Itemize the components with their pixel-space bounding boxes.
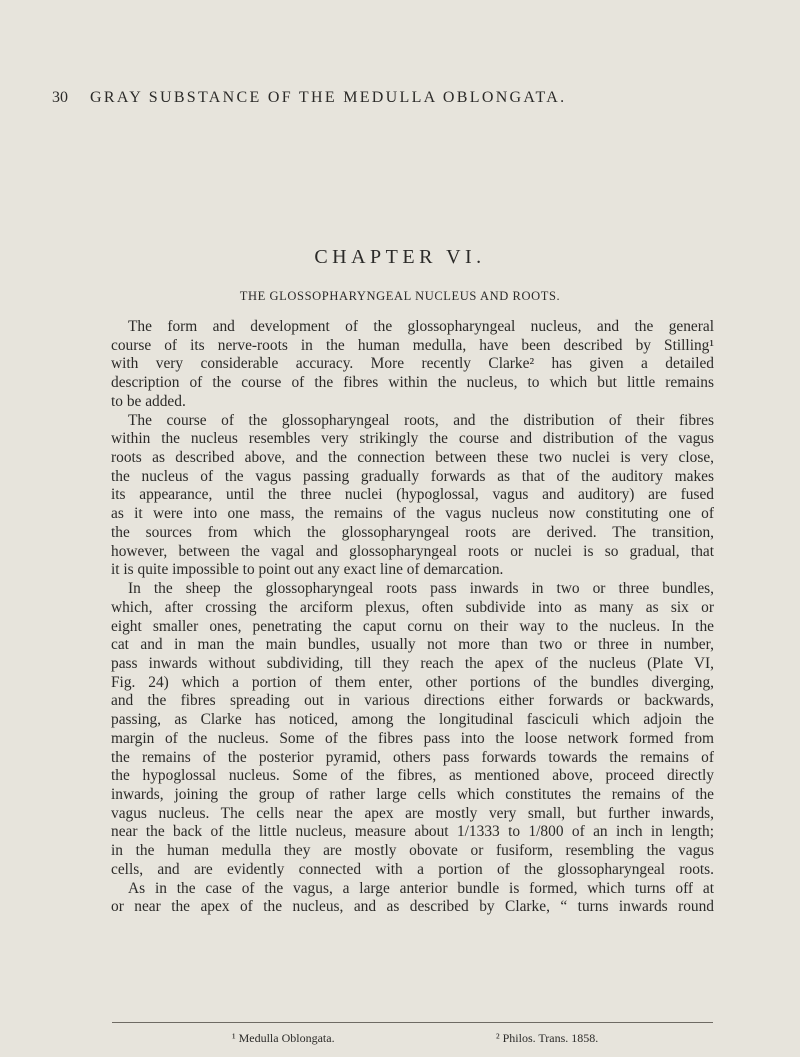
text-line: however, between the vagal and glossopharyngeal roots or nuclei is so gradual, that — [111, 542, 714, 560]
text-line: Fig. 24) which a portion of them enter, other portions of the bundles diverging, — [111, 673, 714, 691]
text-line: In the sheep the glossopharyngeal roots pass inwards in two or three bundles, — [128, 580, 714, 598]
footnote-1: ¹ Medulla Oblongata. — [232, 1031, 335, 1045]
page-number: 30 — [52, 89, 68, 106]
text-line: it is quite impossible to point out any exact line of demarcation. — [111, 561, 504, 579]
text-line: the nucleus of the vagus passing gradually forwards as that of the auditory makes — [111, 467, 714, 485]
text-line: vagus nucleus. The cells near the apex are mostly very small, but further inwards, — [111, 804, 714, 822]
text-line: eight smaller ones, penetrating the caput cornu on their way to the nucleus. In the — [111, 617, 714, 635]
chapter-subtitle: THE GLOSSOPHARYNGEAL NUCLEUS AND ROOTS. — [239, 289, 561, 303]
text-line: roots as described above, and the connection between these two nuclei is very close, — [111, 449, 714, 467]
text-line: The form and development of the glossopharyngeal nucleus, and the general — [128, 318, 714, 335]
footnote-divider — [112, 1022, 713, 1023]
text-line: As in the case of the vagus, a large anterior bundle is formed, which turns off at — [128, 879, 714, 897]
text-line: with very considerable accuracy. More recently Clarke² has given a detailed — [111, 355, 714, 373]
text-line: pass inwards without subdividing, till they reach the apex of the nucleus (Plate VI, — [111, 654, 714, 672]
text-line: cat and in man the main bundles, usually not more than two or three in number, — [111, 636, 714, 654]
text-line: the hypoglossal nucleus. Some of the fibres, as mentioned above, proceed directly — [111, 767, 714, 785]
text-line: and the fibres spreading out in various directions either forwards or backwards, — [111, 692, 714, 710]
text-line: the sources from which the glossopharyngeal roots are derived. The transition, — [111, 523, 714, 541]
text-line: passing, as Clarke has noticed, among the longitudinal fasciculi which adjoin the — [111, 711, 714, 729]
text-line: inwards, joining the group of rather large cells which constitutes the remains of the — [111, 785, 714, 803]
text-line: margin of the nucleus. Some of the fibres pass into the loose network formed from — [111, 729, 714, 747]
text-line: the remains of the posterior pyramid, others pass forwards towards the remains of — [111, 748, 714, 766]
text-line: The course of the glossopharyngeal roots, and the distribution of their fibres — [128, 411, 714, 429]
chapter-heading: CHAPTER VI. — [314, 246, 486, 268]
text-line: which, after crossing the arciform plexus, often subdivide into as many as six or — [111, 598, 714, 616]
body-text — [111, 318, 714, 917]
text-line: description of the course of the fibres within the nucleus, to which but little remains — [111, 374, 714, 392]
footnote-2: ² Philos. Trans. 1858. — [496, 1031, 599, 1045]
text-line: in the human medulla they are mostly obovate or fusiform, resembling the vagus — [111, 842, 714, 860]
text-line: its appearance, until the three nuclei (hypoglossal, vagus and auditory) are fused — [111, 486, 714, 504]
running-head — [52, 89, 772, 107]
text-line: as it were into one mass, the remains of the vagus nucleus now constituting one of — [111, 505, 714, 523]
text-line: within the nucleus resembles very strikingly the course and distribution of the vagus — [111, 430, 714, 448]
text-line: or near the apex of the nucleus, and as described by Clarke, “ turns inwards round — [111, 898, 714, 916]
text-line: course of its nerve-roots in the human medulla, have been described by Stilling¹ — [111, 336, 714, 354]
running-head-title: GRAY SUBSTANCE OF THE MEDULLA OBLONGATA. — [90, 89, 567, 106]
text-line: cells, and are evidently connected with a portion of the glossopharyngeal roots. — [111, 860, 714, 878]
text-line: to be added. — [111, 392, 186, 410]
text-line: near the back of the little nucleus, measure about 1/1333 to 1/800 of an inch in length; — [111, 823, 714, 841]
